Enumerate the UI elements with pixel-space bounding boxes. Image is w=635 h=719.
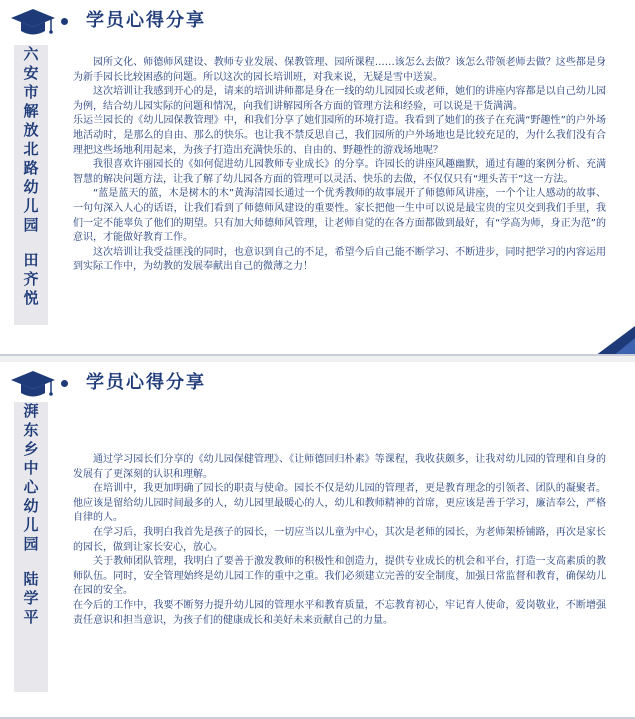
paragraph: 在今后的工作中，我要不断努力提升幼儿园的管理水平和教育质量，不忘教育初心，牢记育人使命，爱岗敬业，不断增强责任意识和担当意识，为孩子们的健康成长和美好未来贡献自己的力量。 [73,599,606,626]
paragraph: 这次培训让我受益匪浅的同时，也意识到自己的不足，希望今后自己能不断学习、不断进步，同时把学习的内容运用到实际工作中，为幼教的发展奉献出自己的微薄之力！ [73,246,606,273]
author-char: 儿 [23,516,39,534]
paragraph: 在培训中，我更加明确了园长的职责与使命。园长不仅是幼儿园的管理者，更是教育理念的引领者、团队的凝聚者。他应该是留给幼儿园时间最多的人，幼儿园里最暖心的人，幼儿和教师精神的首席，更应该是善于学习，廉洁奉公，严格自律的人。 [73,483,606,524]
bullet-dot [61,380,68,387]
author-char: 齐 [23,270,39,288]
author-char: 心 [23,478,39,496]
graduation-cap-icon [10,7,56,37]
share-body [73,453,606,628]
author-panel [14,402,48,692]
paragraph: 在学习后，我明白我首先是孩子的园长，一切应当以儿童为中心，其次是老师的园长，为老师架桥铺路，再次是家长的园长，做到让家长安心，放心。 [73,526,606,553]
slide-1 [0,0,635,356]
paragraph: 我很喜欢许丽园长的《如何促进幼儿园教师专业成长》的分享。许园长的讲座风趣幽默，通过有趣的案例分析、充满智慧的解决问题方法，让我了解了幼儿园各方面的管理可以灵活、快乐的去做，不仅仅只有“埋头苦干”这一方法。 [73,159,606,185]
author-char: 园 [23,535,39,553]
author-char: 路 [23,159,39,177]
paragraph: 这次培训让我感到开心的是，请来的培训讲师都是身在一线的幼儿园园长或老师，她们的讲座内容都是以自己幼儿园为例，结合幼儿园实际的问题和情况，向我们讲解园所各方面的管理方法和经验，可以说是干货满满。 [73,86,606,112]
slide-header [0,362,635,408]
author-char: 东 [23,421,39,439]
paragraph: 园所文化、师德师风建设、教师专业发展、保教管理、园所课程……该怎么去做？该怎么带领老师去做？这些都是身为新手园长比较困惑的问题。所以这次的园长培训班，对我来说，无疑是雪中送炭。 [73,57,606,83]
author-char: 湃 [23,402,39,420]
author-char: 学 [23,589,39,607]
corner-decoration [575,316,635,356]
author-char: 安 [23,64,39,82]
author-char: 六 [23,45,39,63]
paragraph: “蓝是蓝天的蓝，木是树木的木”黄海清园长通过一个优秀教师的故事展开了师德师风讲座，一个个让人感动的故事、一句句深入人心的话语，让我们看到了师德师风建设的重要性。家长把他一生中可以说是最宝贵的宝贝交到我们手里，我们一定不能辜负了他们的期望。只有加大师德师风管理，让老师自觉的在各方面都做到最好，有“学高为师，身正为范”的意识，才能做好教育工作。 [73,188,606,244]
author-char: 幼 [23,497,39,515]
author-char: 园 [23,216,39,234]
author-char: 幼 [23,178,39,196]
share-body [73,56,606,275]
bullet-dot [61,18,68,25]
author-char: 平 [23,608,39,626]
author-char: 田 [23,251,39,269]
author-char: 陆 [23,570,39,588]
slide-2 [0,362,635,719]
author-char: 儿 [23,197,39,215]
paragraph: 乐运兰园长的《幼儿园保教管理》中，和我们分享了她们园所的环境打造。我看到了她们的孩子在充满“野趣性”的户外场地活动时，是那么的自由、那么的快乐。也让我不禁反思自己，我们园所的户外场地也是比较充足的，为什么我们没有合理把这些场地利用起来，为孩子打造出充满快乐的、自由的、野趣性的游戏场地呢？ [73,115,606,156]
author-char: 乡 [23,440,39,458]
page-title: 学员心得分享 [86,10,206,31]
page-title: 学员心得分享 [86,372,206,393]
author-char: 解 [23,102,39,120]
author-char: 放 [23,121,39,139]
paragraph: 关于教师团队管理，我明白了要善于激发教师的积极性和创造力，提供专业成长的机会和平台，打造一支高素质的教师队伍。同时，安全管理始终是幼儿园工作的重中之重。我们必须建立完善的安全制度，加强日常监督和教育，确保幼儿在园的安全。 [73,556,606,597]
author-char: 中 [23,459,39,477]
author-char: 北 [23,140,39,158]
graduation-cap-icon [10,369,56,399]
slide-header [0,0,635,46]
author-panel [14,45,48,325]
paragraph: 通过学习园长们分享的《幼儿园保健管理》、《让师德回归朴素》等课程，我收获颇多，让我对幼儿园的管理和自身的发展有了更深刻的认识和理解。 [73,454,606,480]
author-char: 市 [23,83,39,101]
author-char: 悦 [23,289,39,307]
